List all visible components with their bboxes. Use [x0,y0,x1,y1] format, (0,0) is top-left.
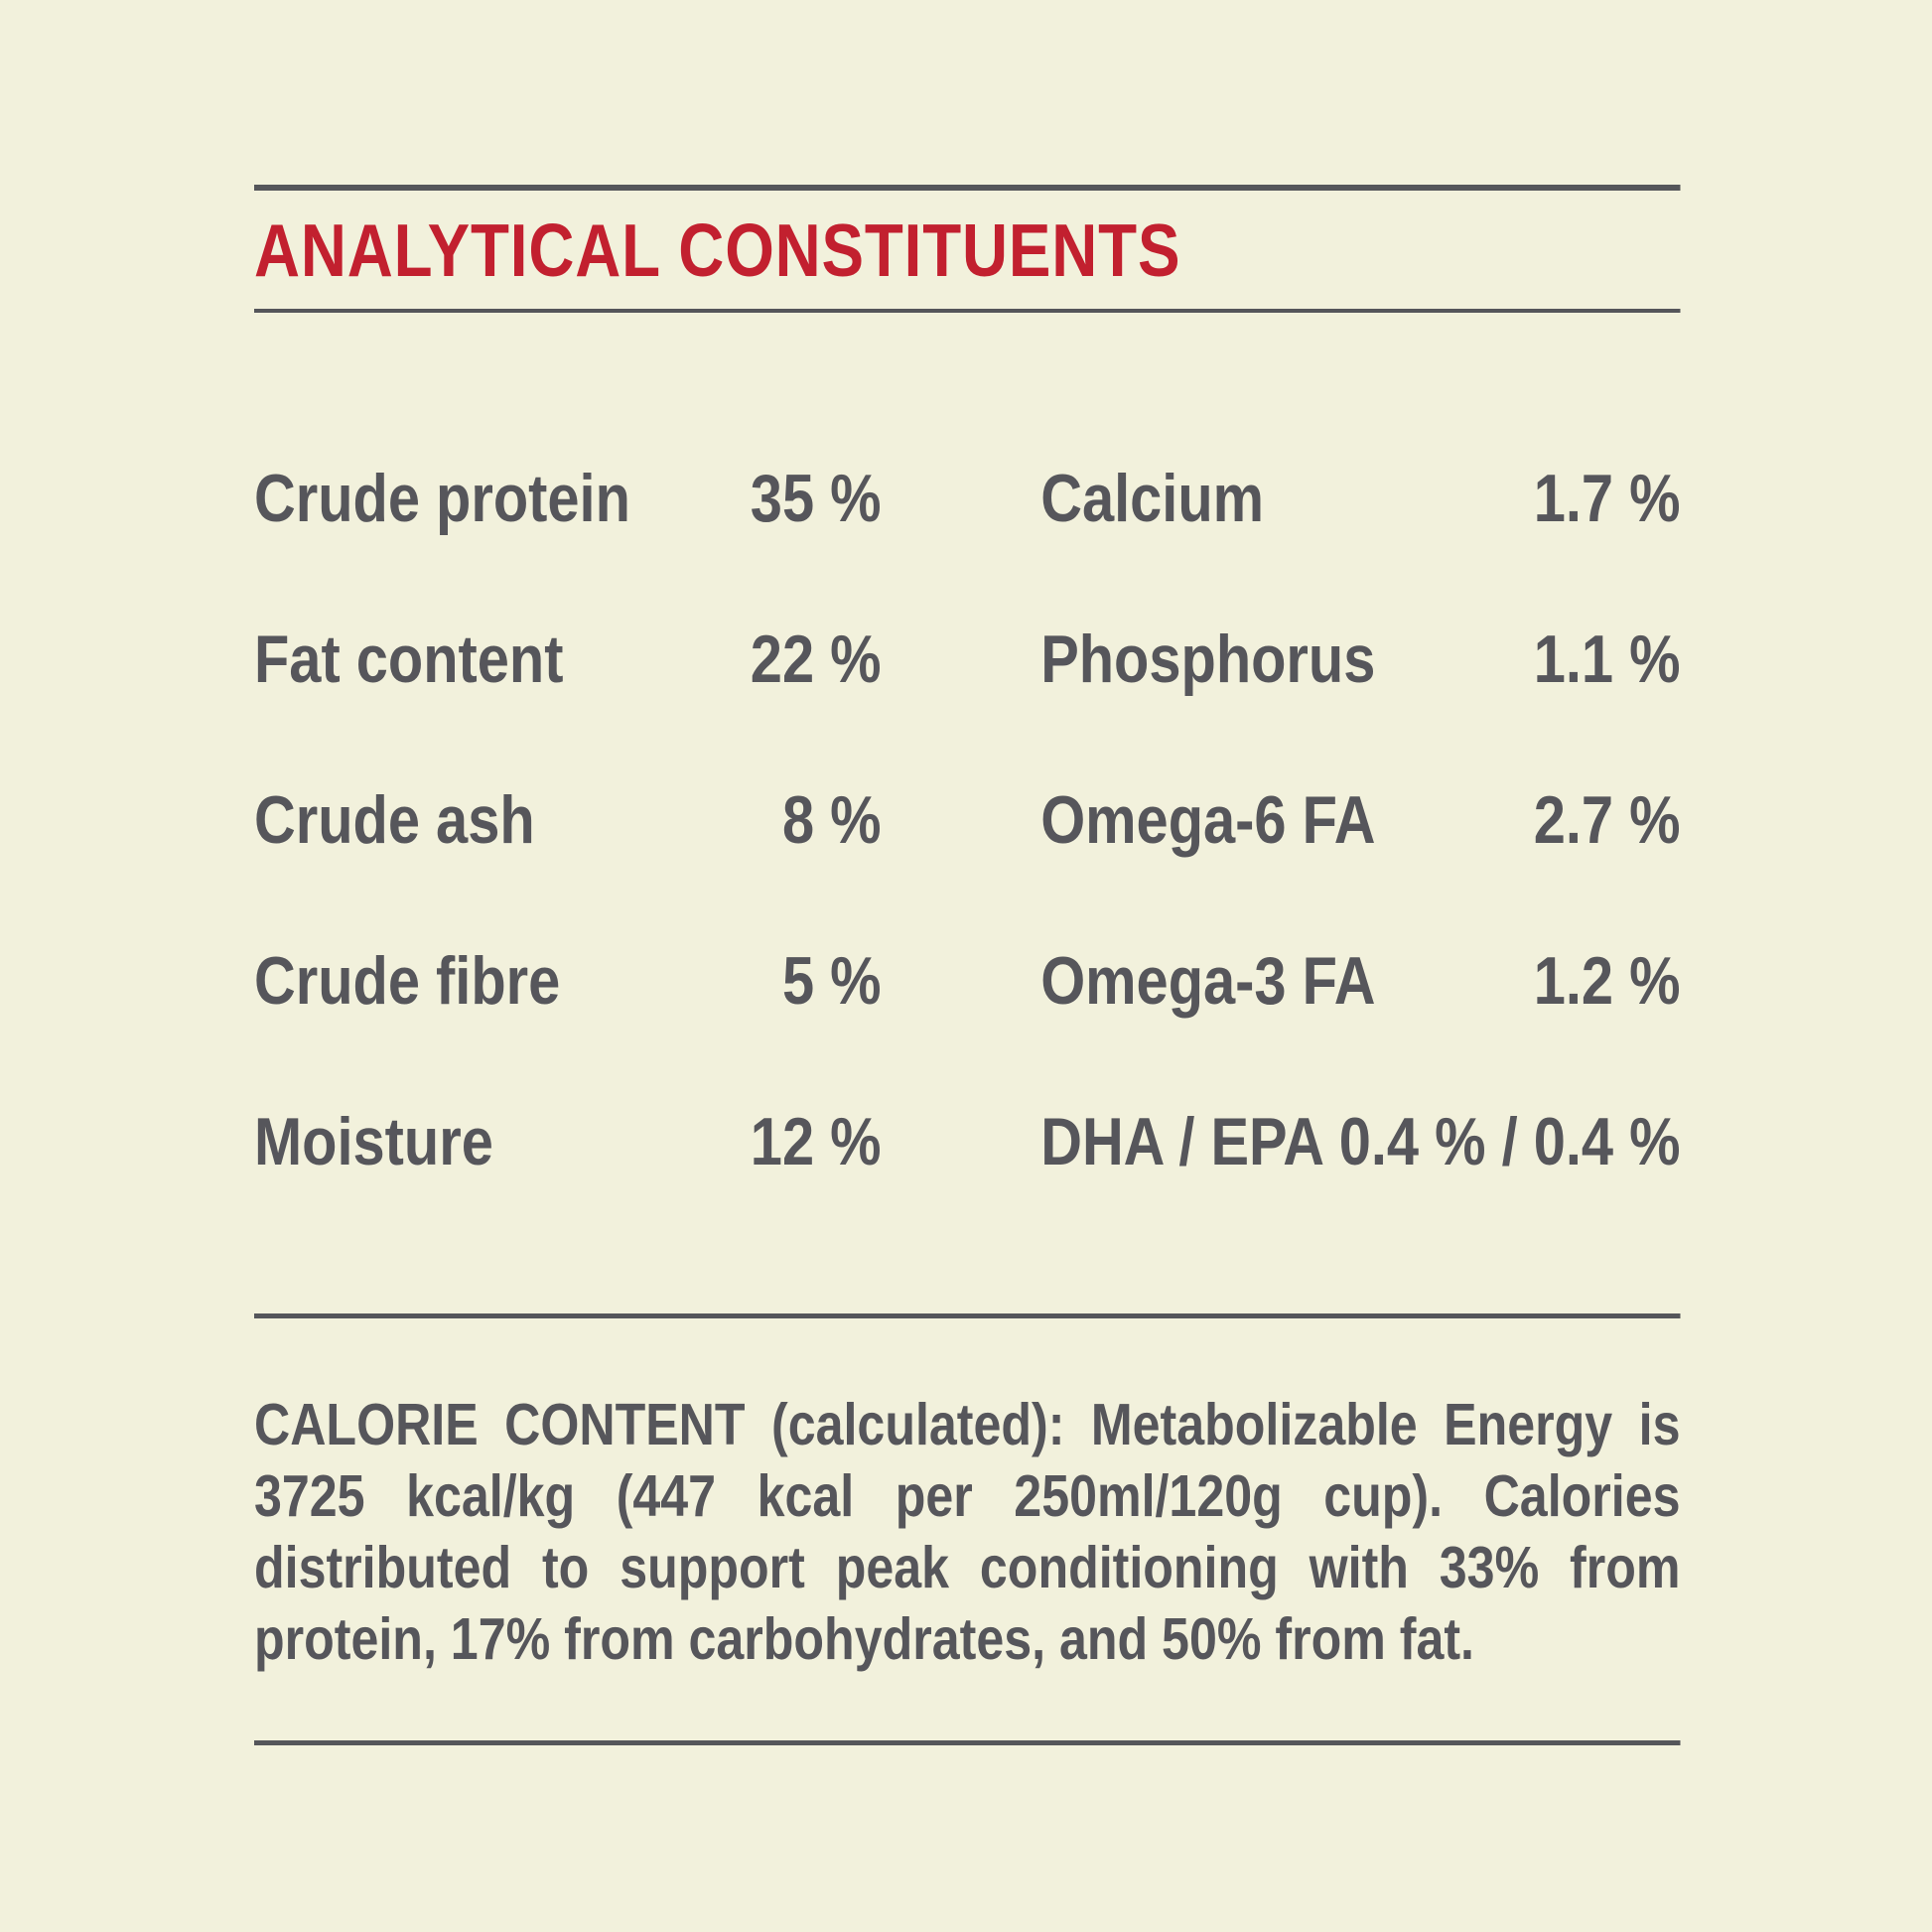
nutrient-pair-left [254,782,882,858]
nutrient-label: Crude ash [254,782,535,858]
nutrient-pair-right [1040,1104,1681,1179]
nutrient-row [254,621,1681,697]
nutrient-value: 1.2 % [1533,943,1681,1019]
nutrient-value: 0.4 % / 0.4 % [1338,1104,1681,1179]
nutrient-pair-left [254,461,882,536]
label-content-column [254,0,1681,1932]
divider-rule-above-calories [254,1313,1681,1318]
nutrient-row [254,782,1681,858]
column-gap [882,465,1041,532]
nutrient-value: 35 % [750,461,882,536]
divider-rule-bottom [254,1740,1681,1745]
nutrient-pair-right [1040,461,1681,536]
nutrient-label: Crude fibre [254,943,561,1019]
nutrient-label: Phosphorus [1040,621,1376,697]
nutrient-value: 12 % [750,1104,882,1179]
calorie-line: CALORIE CONTENT (calculated): Metabolizable Energy is [254,1392,1681,1457]
column-gap [882,786,1041,854]
nutrient-pair-right [1040,621,1681,697]
nutrient-value: 8 % [781,782,882,858]
nutrient-row [254,1104,1681,1179]
calorie-line: protein, 17% from carbohydrates, and 50% from fat. [254,1606,1474,1672]
nutrient-pair-left [254,1104,882,1179]
nutrient-value: 1.1 % [1533,621,1681,697]
nutrient-label: Crude protein [254,461,630,536]
divider-rule-top [254,185,1681,191]
nutrient-value: 5 % [781,943,882,1019]
section-title: ANALYTICAL CONSTITUENTS [254,208,1181,292]
calorie-line: 3725 kcal/kg (447 kcal per 250ml/120g cup). Calories [254,1463,1681,1529]
calorie-content-paragraph [254,1389,1681,1675]
divider-rule-under-title [254,309,1681,313]
nutrient-value: 22 % [750,621,882,697]
nutrient-value: 1.7 % [1533,461,1681,536]
nutrient-pair-right [1040,943,1681,1019]
column-gap [882,625,1041,693]
nutrient-row [254,461,1681,536]
nutrient-label: Moisture [254,1104,493,1179]
column-gap [882,947,1041,1015]
nutrient-label: Calcium [1040,461,1265,536]
nutrient-row [254,943,1681,1019]
nutrient-label: Omega-3 FA [1040,943,1376,1019]
column-gap [882,1108,1041,1175]
nutrient-pair-right [1040,782,1681,858]
nutrient-pair-left [254,621,882,697]
nutrient-label: Omega-6 FA [1040,782,1376,858]
nutrient-value: 2.7 % [1533,782,1681,858]
nutrient-label: DHA / EPA [1040,1104,1325,1179]
nutrient-label: Fat content [254,621,564,697]
calorie-line: distributed to support peak conditioning with 33% from [254,1535,1681,1600]
nutrient-pair-left [254,943,882,1019]
